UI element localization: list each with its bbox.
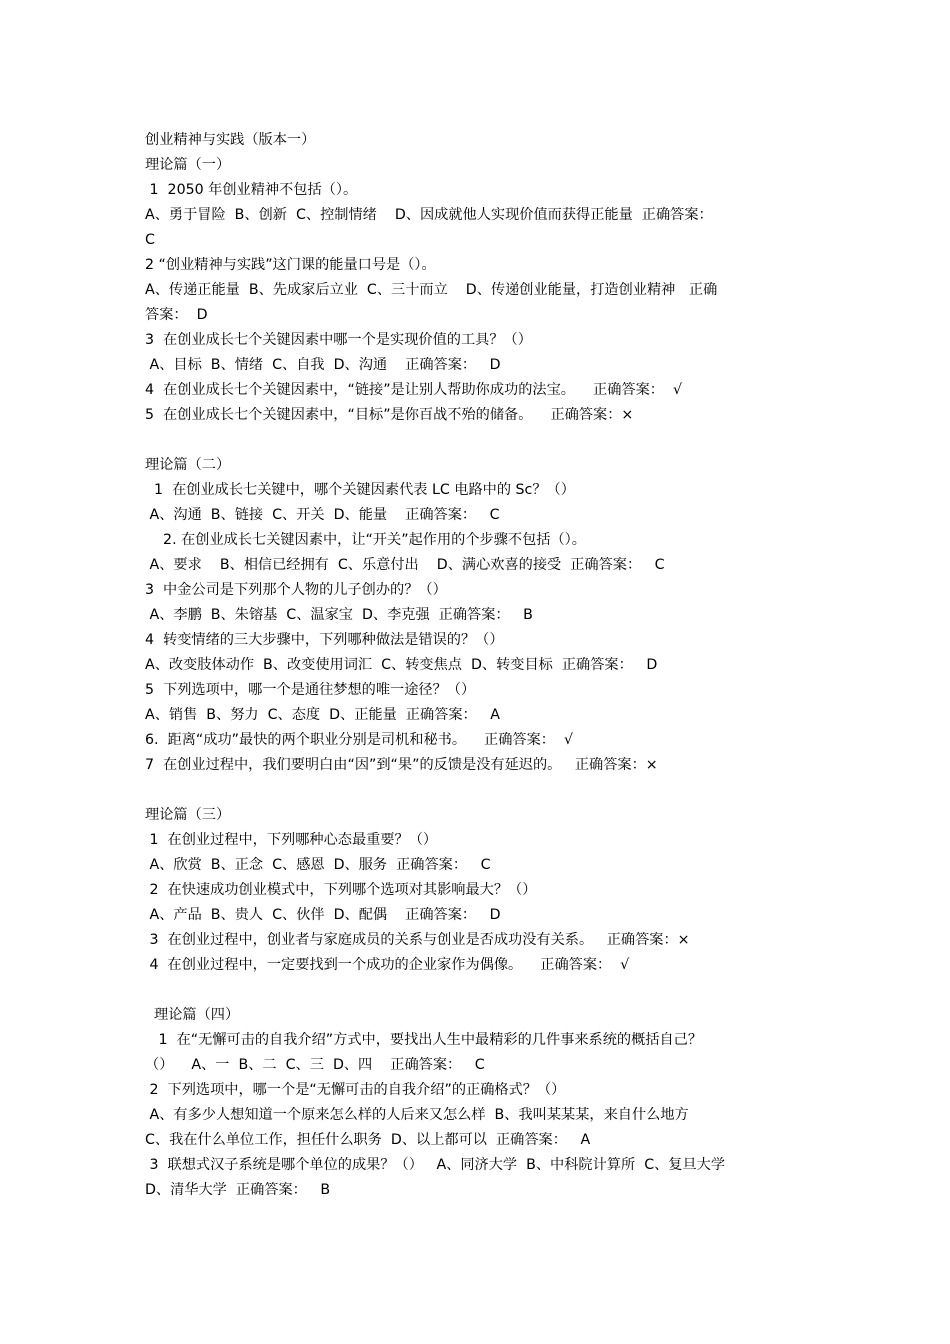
document-title: 创业精神与实践（版本一） (145, 132, 316, 148)
section-heading-1: 理论篇（一） (145, 157, 231, 173)
section-gap (145, 428, 840, 453)
question-line: A、传递正能量 B、先成家后立业 C、三十而立 D、传递创业能量，打造创业精神 正确 (145, 282, 718, 298)
question-line: A、要求 B、相信已经拥有 C、乐意付出 D、满心欢喜的接受 正确答案： C (145, 557, 665, 573)
document-body (145, 128, 840, 1203)
question-line: 5 下列选项中，哪一个是通往梦想的唯一途径？（） (145, 682, 476, 698)
question-line: A、改变肢体动作 B、改变使用词汇 C、转变焦点 D、转变目标 正确答案： D (145, 657, 658, 673)
question-line: 3 在创业成长七个关键因素中哪一个是实现价值的工具？（） (145, 332, 532, 348)
section-gap (145, 978, 840, 1003)
question-line: A、沟通 B、链接 C、开关 D、能量 正确答案： C (145, 507, 500, 523)
question-line: 2 下列选项中，哪一个是“无懈可击的自我介绍”的正确格式？（） (145, 1082, 566, 1098)
section-heading-4: 理论篇（四） (145, 1007, 240, 1023)
section-heading-3: 理论篇（三） (145, 807, 231, 823)
section-gap (145, 778, 840, 803)
question-line: 2 “创业精神与实践”这门课的能量口号是（）。 (145, 257, 436, 273)
question-line: 6. 距离“成功”最快的两个职业分别是司机和秘书。 正确答案： √ (145, 732, 574, 748)
question-line: 1 在“无懈可击的自我介绍”方式中，要找出人生中最精彩的几件事来系统的概括自己？ (145, 1032, 703, 1048)
question-line: C、我在什么单位工作，担任什么职务 D、以上都可以 正确答案： A (145, 1132, 591, 1148)
question-line: 3 联想式汉子系统是哪个单位的成果？（） A、同济大学 B、中科院计算所 C、复旦大学 (145, 1157, 726, 1173)
question-line: 3 在创业过程中，创业者与家庭成员的关系与创业是否成功没有关系。 正确答案：× (145, 932, 690, 948)
question-line: 1 在创业成长七关键中，哪个关键因素代表 LC 电路中的 Sc？（） (145, 482, 575, 498)
section-heading-2: 理论篇（二） (145, 457, 231, 473)
question-line: 答案： D (145, 307, 208, 323)
question-line: 1 2050 年创业精神不包括（）。 (145, 182, 358, 198)
question-line: 7 在创业过程中，我们要明白由“因”到“果”的反馈是没有延迟的。 正确答案：× (145, 757, 658, 773)
question-line: C (145, 232, 155, 248)
question-line: 4 转变情绪的三大步骤中，下列哪种做法是错误的？（） (145, 632, 504, 648)
question-line: 4 在创业成长七个关键因素中，“链接”是让别人帮助你成功的法宝。 正确答案： √ (145, 382, 683, 398)
question-line: 2. 在创业成长七关键因素中，让“开关”起作用的个步骤不包括（）。 (145, 532, 586, 548)
question-line: 4 在创业过程中，一定要找到一个成功的企业家作为偶像。 正确答案： √ (145, 957, 630, 973)
question-line: D、清华大学 正确答案： B (145, 1182, 331, 1198)
question-line: 2 在快速成功创业模式中，下列哪个选项对其影响最大？（） (145, 882, 537, 898)
question-line: （） A、一 B、二 C、三 D、四 正确答案： C (145, 1057, 485, 1073)
question-line: A、有多少人想知道一个原来怎么样的人后来又怎么样 B、我叫某某某，来自什么地方 (145, 1107, 689, 1123)
question-line: A、欣赏 B、正念 C、感恩 D、服务 正确答案： C (145, 857, 491, 873)
question-line: A、李鹏 B、朱镕基 C、温家宝 D、李克强 正确答案： B (145, 607, 533, 623)
question-line: A、销售 B、努力 C、态度 D、正能量 正确答案： A (145, 707, 500, 723)
question-line: 1 在创业过程中，下列哪种心态最重要？（） (145, 832, 438, 848)
question-line: 3 中金公司是下列那个人物的儿子创办的？（） (145, 582, 447, 598)
question-line: A、目标 B、情绪 C、自我 D、沟通 正确答案： D (145, 357, 501, 373)
question-line: A、勇于冒险 B、创新 C、控制情绪 D、因成就他人实现价值而获得正能量 正确答案： (145, 207, 713, 223)
question-line: 5 在创业成长七个关键因素中，“目标”是你百战不殆的储备。 正确答案：× (145, 407, 634, 423)
question-line: A、产品 B、贵人 C、伙伴 D、配偶 正确答案： D (145, 907, 501, 923)
